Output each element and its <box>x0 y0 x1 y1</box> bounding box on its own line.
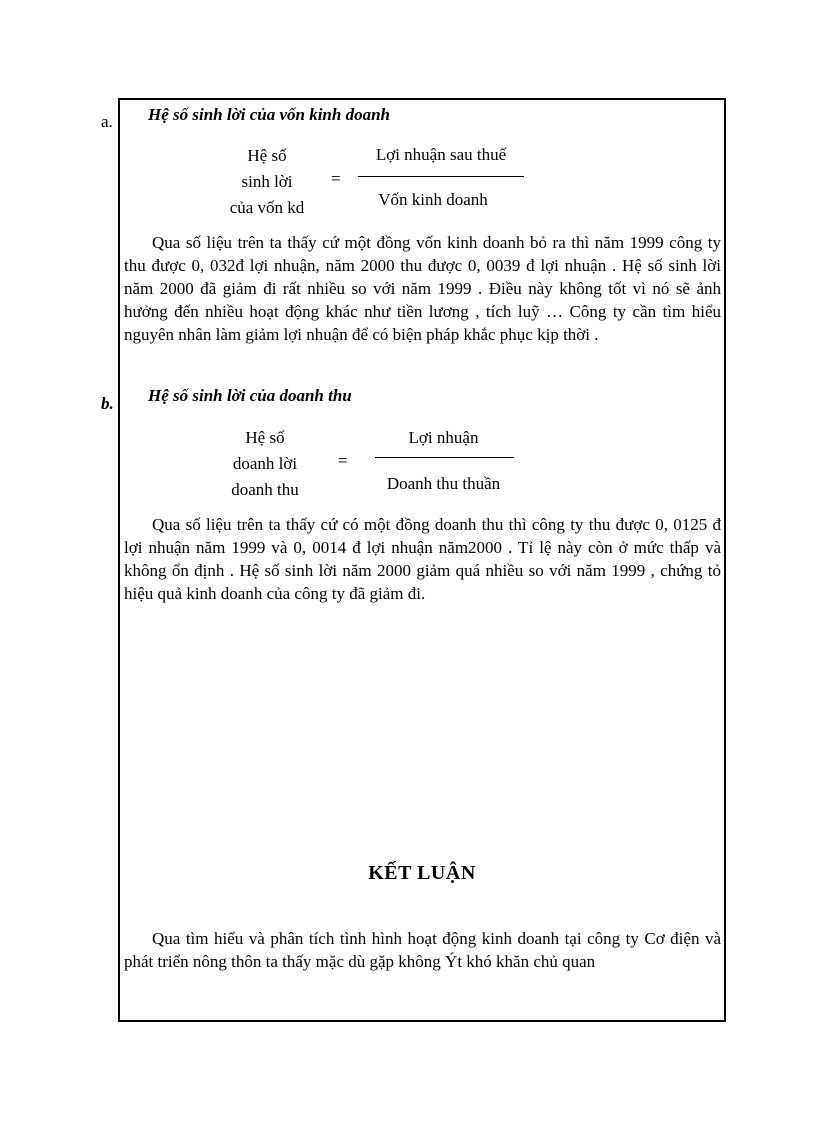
formula-a-lhs-line-1: Hệ số <box>247 146 287 165</box>
formula-a-fraction-bar <box>358 176 524 177</box>
formula-b-lhs-line-1: Hệ số <box>245 428 285 447</box>
formula-b-fraction-bar <box>375 457 514 458</box>
section-a-marker: a. <box>101 112 113 131</box>
formula-b-denominator: Doanh thu thuần <box>386 474 501 493</box>
formula-b-lhs-line-3: doanh thu <box>231 480 299 499</box>
section-b-paragraph: Qua số liệu trên ta thấy cứ có một đồng doanh thu thì công ty thu được 0, 0125 đ lợi nhuận năm 1999 và 0, 0014 đ lợi nhuận năm2000 . Tỉ lệ này còn ở mức thấp và không ổn định . Hệ số sinh lời năm 2000 giảm quá nhiều so với năm 1999 , chứng tỏ hiệu quả kinh doanh của công ty đã giảm đi. <box>124 515 721 603</box>
formula-b-lhs <box>220 425 310 503</box>
formula-b-numerator: Lợi nhuận <box>408 428 479 447</box>
formula-a-lhs <box>222 143 312 221</box>
formula-a-denominator: Vốn kinh doanh <box>378 190 488 209</box>
section-b-marker: b. <box>101 394 114 413</box>
section-a-heading: Hệ số sinh lời của vốn kinh doanh <box>148 105 390 124</box>
formula-b-lhs-line-2: doanh lời <box>232 454 298 473</box>
formula-a-lhs-line-2: sinh lời <box>241 172 293 191</box>
conclusion-title: KẾT LUẬN <box>368 862 476 884</box>
conclusion-paragraph: Qua tìm hiểu và phân tích tình hình hoạt động kinh doanh tại công ty Cơ điện và phát triển nông thôn ta thấy mặc dù gặp không Ýt khó khăn chủ quan <box>124 929 721 971</box>
formula-a-equals: = <box>331 169 341 188</box>
section-a-paragraph: Qua số liệu trên ta thấy cứ một đồng vốn kinh doanh bỏ ra thì năm 1999 công ty thu được 0, 032đ lợi nhuận, năm 2000 thu được 0, 0039 đ lợi nhuận . Hệ số sinh lời năm 2000 đã giảm đi rất nhiều so với năm 1999 . Điều này không tốt vì nó sẽ ảnh hưởng đến nhiều hoạt động khác như tiền lương , tích luỹ … Công ty cần tìm hiểu nguyên nhân làm giảm lợi nhuận để có biện pháp khắc phục kịp thời . <box>124 233 721 344</box>
formula-a-numerator: Lợi nhuận sau thuế <box>375 145 507 164</box>
formula-a-lhs-line-3: của vốn kd <box>229 198 305 217</box>
formula-b-equals: = <box>338 451 348 470</box>
section-b-heading: Hệ số sinh lời của doanh thu <box>148 386 352 405</box>
